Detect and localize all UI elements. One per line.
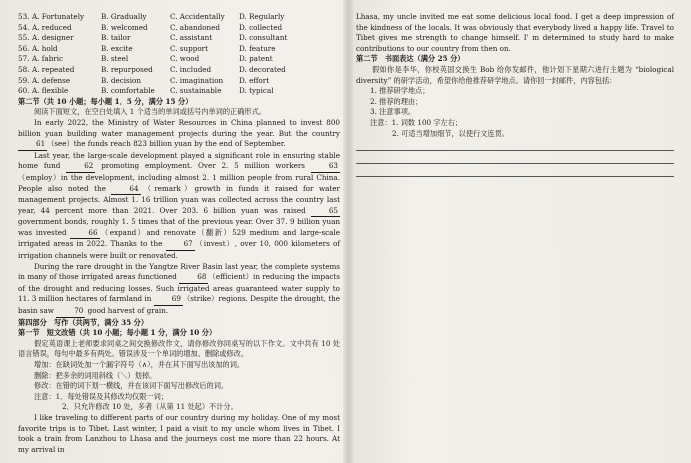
section-heading: 第一节 短文改错（共 10 小题；每小题 1 分，满分 10 分） [18, 328, 217, 338]
option-d: D. collected [239, 22, 283, 32]
note-line [18, 392, 340, 403]
requirement-item: 1. 推荐研学地点； [370, 86, 430, 96]
option-b: B. comfortable [101, 86, 155, 96]
option-a: A. hold [32, 43, 58, 53]
blank-65: 65 [311, 206, 340, 218]
writing-requirements [356, 86, 674, 139]
instruction-modify: 修改：在错的词下划一横线，并在该词下面写出修改后的词。 [34, 381, 229, 391]
requirement-item: 3. 注意事项。 [370, 107, 416, 117]
section-instruction: 阅读下面短文，在空白处填入 1 个适当的单词或括号内单词的正确形式。 [34, 107, 266, 117]
blank-61: 61 [18, 139, 47, 151]
instruction-delete: 删除：把多余的词用斜线（＼）划掉。 [34, 370, 157, 380]
option-b: B. Gradually [101, 12, 147, 21]
option-d: D. typical [239, 86, 274, 96]
question-number: 59. [18, 75, 30, 85]
passage-text: （see）the funds reach 823 billion yuan by the end of September. [47, 139, 286, 149]
passage-text: promoting employment. Over 2. 5 million workers [95, 161, 311, 171]
option-list [18, 12, 340, 97]
option-d: D. consultant [239, 33, 288, 43]
option-c: C. Accidentally [170, 12, 225, 21]
option-a: A. repeated [32, 64, 75, 74]
option-c: C. abandoned [170, 22, 221, 32]
option-a: A. designer [32, 33, 74, 43]
question-number: 55. [18, 33, 30, 43]
option-b: B. tailor [101, 33, 131, 43]
passage-text: （invest）, over 10, 000 kilometers of irrigation channels were built or renovated. [18, 239, 340, 261]
passage-text: In early 2022, the Ministry of Water Resources in China planned to invest 800 billion yuan building water management projects during the year. But the country [18, 117, 340, 138]
option-c: C. wood [170, 54, 200, 64]
question-number: 60. [18, 86, 30, 96]
section-heading: 第二节 书面表达（满分 25 分） [356, 54, 465, 64]
option-b: B. repurposed [101, 64, 153, 74]
question-number: 56. [18, 43, 30, 53]
option-c: C. imagination [170, 75, 224, 85]
essay-text: Lhasa, my uncle invited me eat some delicious local food. I get a deep impression of the kindness of the locals. It was obviously that everybody lived a happy life. Travel to Tibet gives me strength to change himself. I' m determined to study hard to make contributions to our country from then on. [356, 12, 674, 53]
requirement-item: 2. 推荐的理由； [370, 96, 423, 106]
passage-text: （employ）in the development, including almost 2. 1 million people from rural China. People also noted the [18, 172, 340, 193]
part-heading: 第四部分 写作（共两节，满分 35 分） [18, 317, 149, 327]
option-row [18, 44, 340, 55]
option-row [18, 12, 340, 23]
note-item: 1．每处错误及其修改均仅限一词； [55, 391, 168, 401]
question-number: 54. [18, 22, 30, 32]
option-a: A. fabric [32, 54, 64, 64]
section-instruction: 假定英语课上老师要求同桌之间交换修改作文，请你修改你同桌写的以下作文。文中共有 10 处语言错误，每句中最多有两处。错误涉及一个单词的增加、删除或修改。 [18, 338, 340, 359]
passage-text: （expand）and renovate（翻新）529 medium and large-scale irrigated areas in 2022. Thanks to the [18, 227, 340, 249]
option-a: A. reduced [32, 22, 72, 32]
option-row [18, 86, 340, 97]
page-fold [343, 0, 353, 463]
option-b: B. decision [101, 75, 141, 85]
note-label: 注意： [34, 391, 56, 401]
option-d: D. decorated [239, 64, 286, 74]
writing-prompt: 假如你是李华，你校英国交换生 Bob 给你发邮件，他计划下星期六进行主题为 “biological diversity” 的研学活动，希望你给他推荐研学地点。请你回一封邮件，内容包括： [356, 64, 674, 85]
answer-line[interactable] [356, 154, 674, 164]
passage-text: （efficient）in reducing the impacts of the drought and reducing losses. Such irrigated areas guaranteed water supply to 11. 3 million hectares of farmland in [18, 272, 340, 304]
option-d: D. effort [239, 75, 270, 85]
option-b: B. welcomed [101, 22, 148, 32]
passage-text: Last year, the large-scale development played a significant role in ensuring stable home fund [18, 150, 340, 171]
instruction-add: 增加：在缺词处加一个漏字符号（∧），并在其下面写出该加的词。 [34, 360, 245, 369]
answer-line[interactable] [356, 141, 674, 151]
passage-text: （strike）regions. Despite the drought, the basin saw [18, 294, 340, 316]
option-d: D. Regularly [239, 12, 285, 21]
passage-text: （remark）growth in funds it raised for water management projects. Almost 1. 16 trillion yuan was collected across the country last year, 44 percent more than 2021. Over 203. 6 billion yuan was raised [18, 183, 340, 215]
option-d: D. patent [239, 54, 273, 64]
blank-67: 67 [166, 239, 195, 251]
question-number: 53. [18, 12, 30, 21]
blank-68: 68 [179, 272, 208, 284]
section-heading: 第二节（共 10 小题；每小题 1．5 分，满分 15 分） [18, 96, 193, 106]
passage-paragraph [18, 262, 340, 318]
option-c: C. support [170, 43, 208, 53]
question-number: 58. [18, 64, 30, 74]
blank-63: 63 [311, 161, 340, 173]
option-a: A. defense [32, 75, 71, 85]
blank-66: 66 [70, 228, 99, 240]
passage-text: good harvest of grain. [85, 306, 169, 316]
note-item: 2．只允许修改 10 处，多者（从第 11 处起）不计分。 [62, 402, 238, 412]
passage-paragraph [18, 118, 340, 151]
option-d: D. feature [239, 43, 276, 53]
option-c: C. sustainable [170, 86, 222, 96]
option-c: C. included [170, 64, 212, 74]
option-a: A. Fortunately [32, 12, 85, 21]
option-row [18, 23, 340, 34]
option-c: C. assistant [170, 33, 213, 43]
essay-text: I like traveling to different parts of our country during my holiday. One of my most favorite trips is to Tibet. Last winter, I paid a visit to my uncle whom lives in Tibet. I took a train from Lanzhou to Lhasa and the journeys cost me more than 22 hours. At my arrival in [18, 412, 340, 454]
option-b: B. steel [101, 54, 129, 64]
option-row [18, 76, 340, 87]
right-column [356, 12, 674, 180]
option-row [18, 54, 340, 65]
option-row [18, 65, 340, 76]
blank-69: 69 [154, 294, 183, 306]
passage-text: government bonds, roughly 1. 5 times that of the previous year. Over 37. 9 billion yuan was invested [18, 217, 340, 237]
note-item: 注意：1. 词数 100 字左右； [370, 117, 463, 127]
option-a: A. flexible [32, 86, 69, 96]
option-row [18, 33, 340, 44]
answer-line[interactable] [356, 167, 674, 177]
option-b: B. excite [101, 43, 133, 53]
passage-paragraph [18, 151, 340, 262]
blank-62: 62 [66, 161, 95, 173]
question-number: 57. [18, 54, 30, 64]
note-item: 2. 可适当增加细节，以使行文连贯。 [392, 128, 509, 138]
passage-text: During the rare drought in the Yangtze River Basin last year, the complete systems in many of those irrigated areas functioned [18, 261, 340, 282]
left-column [18, 12, 340, 455]
blank-64: 64 [111, 184, 140, 196]
blank-70: 70 [56, 306, 85, 318]
